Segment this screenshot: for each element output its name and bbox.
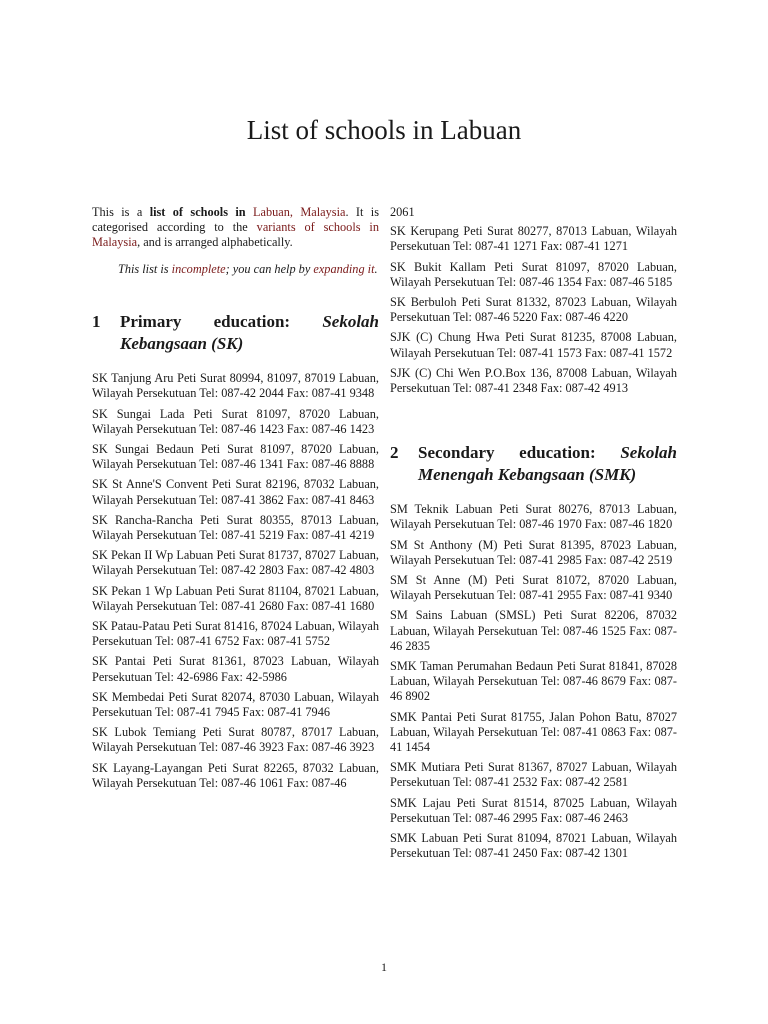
school-entry: SMK Lajau Peti Surat 81514, 87025 Labuan, Wilayah Persekutuan Tel: 087-46 2995 Fax: 087-46 2463 [390, 795, 677, 825]
intro-text-1: This is a [92, 205, 150, 219]
note-text-1: This list is [118, 261, 172, 276]
section-title-italic: Sekolah Kebangsaan (SK) [120, 312, 379, 354]
school-entry: SK Sungai Bedaun Peti Surat 81097, 87020 Labuan, Wilayah Persekutuan Tel: 087-46 1341 Fax: 087-46 8888 [92, 441, 379, 472]
school-entry: SK Kerupang Peti Surat 80277, 87013 Labuan, Wilayah Persekutuan Tel: 087-41 1271 Fax: 087-41 1271 [390, 224, 677, 254]
primary-school-list-continued [390, 224, 677, 396]
primary-school-list [92, 371, 379, 791]
school-entry: SK Patau-Patau Peti Surat 81416, 87024 Labuan, Wilayah Persekutuan Tel: 087-41 6752 Fax: 087-41 5752 [92, 618, 379, 649]
school-entry: SK Berbuloh Peti Surat 81332, 87023 Labuan, Wilayah Persekutuan Tel: 087-46 5220 Fax: 087-46 4220 [390, 295, 677, 325]
school-entry: SMK Mutiara Peti Surat 81367, 87027 Labuan, Wilayah Persekutuan Tel: 087-41 2532 Fax: 087-42 2581 [390, 760, 677, 790]
note-text-3: . [374, 261, 378, 276]
intro-bold: list of schools in [149, 205, 254, 219]
school-entry: SJK (C) Chung Hwa Peti Surat 81235, 87008 Labuan, Wilayah Persekutuan Tel: 087-41 1573 Fax: 087-41 1572 [390, 330, 677, 360]
school-entry: SK Lubok Temiang Peti Surat 80787, 87017 Labuan, Wilayah Persekutuan Tel: 087-46 3923 Fax: 087-46 3923 [92, 725, 379, 755]
right-column [390, 205, 677, 867]
note-text-2: ; you can help by [225, 261, 314, 276]
school-entry: SK Pekan 1 Wp Labuan Peti Surat 81104, 87021 Labuan, Wilayah Persekutuan Tel: 087-41 2680 Fax: 087-41 1680 [92, 583, 379, 613]
variants-link[interactable]: variants of schools in Malaysia [92, 220, 379, 250]
page-number: 1 [381, 960, 387, 974]
school-entry: SJK (C) Chi Wen P.O.Box 136, 87008 Labuan, Wilayah Persekutuan Tel: 087-41 2348 Fax: 087-42 4913 [390, 365, 677, 396]
school-entry: SK Pantai Peti Surat 81361, 87023 Labuan, Wilayah Persekutuan Tel: 42-6986 Fax: 42-5986 [92, 654, 379, 684]
school-entry: SMK Pantai Peti Surat 81755, Jalan Pohon Batu, 87027 Labuan, Wilayah Persekutuan Tel: 087-41 0863 Fax: 087-41 1454 [390, 709, 677, 755]
school-entry: SK Tanjung Aru Peti Surat 80994, 81097, 87019 Labuan, Wilayah Persekutuan Tel: 087-42 2044 Fax: 087-41 9348 [92, 371, 379, 401]
school-entry: SM St Anthony (M) Peti Surat 81395, 87023 Labuan, Wilayah Persekutuan Tel: 087-41 2985 Fax: 087-42 2519 [390, 537, 677, 567]
left-column [92, 205, 379, 796]
school-entry: SM Sains Labuan (SMSL) Peti Surat 82206, 87032 Labuan, Wilayah Persekutuan Tel: 087-46 1525 Fax: 087-46 2835 [390, 608, 677, 653]
intro-text-3: , and is arranged alphabetically. [137, 235, 293, 250]
intro-text-2: . It is categorised according to the [92, 205, 380, 235]
section-heading-secondary [390, 442, 677, 486]
school-entry: SK Pekan II Wp Labuan Peti Surat 81737, 87027 Labuan, Wilayah Persekutuan Tel: 087-42 2803 Fax: 087-42 4803 [92, 548, 379, 578]
section-number: 2 [390, 443, 399, 463]
secondary-school-list [390, 502, 677, 861]
school-entry: SK Sungai Lada Peti Surat 81097, 87020 Labuan, Wilayah Persekutuan Tel: 087-46 1423 Fax: 087-46 1423 [92, 406, 379, 436]
school-entry: SK Layang-Layangan Peti Surat 82265, 87032 Labuan, Wilayah Persekutuan Tel: 087-46 1061 Fax: 087-46 [92, 760, 379, 790]
school-entry: SM Teknik Labuan Peti Surat 80276, 87013 Labuan, Wilayah Persekutuan Tel: 087-46 1970 Fax: 087-46 1820 [390, 502, 677, 532]
intro-paragraph [92, 205, 379, 251]
school-entry: SMK Labuan Peti Surat 81094, 87021 Labuan, Wilayah Persekutuan Tel: 087-41 2450 Fax: 087-42 1301 [390, 831, 677, 861]
section-heading-primary [92, 311, 379, 355]
page-title: List of schools in Labuan [246, 115, 522, 145]
continuation-text: 2061 [390, 205, 415, 219]
incomplete-link[interactable]: incomplete [171, 261, 226, 276]
school-entry: SM St Anne (M) Peti Surat 81072, 87020 Labuan, Wilayah Persekutuan Tel: 087-41 2955 Fax: 087-41 9340 [390, 573, 677, 603]
school-entry: SK St Anne'S Convent Peti Surat 82196, 87032 Labuan, Wilayah Persekutuan Tel: 087-41 3862 Fax: 087-41 8463 [92, 477, 379, 507]
section-title-italic: Sekolah Menengah Kebangsaan (SMK) [418, 443, 677, 485]
incomplete-notice [118, 261, 379, 278]
expanding-link[interactable]: expanding it [313, 261, 375, 276]
school-entry: SK Bukit Kallam Peti Surat 81097, 87020 Labuan, Wilayah Persekutuan Tel: 087-46 1354 Fax: 087-46 5185 [390, 259, 677, 289]
labuan-link[interactable]: Labuan, Malaysia [253, 205, 346, 219]
school-entry: SK Membedai Peti Surat 82074, 87030 Labuan, Wilayah Persekutuan Tel: 087-41 7945 Fax: 087-41 7946 [92, 689, 379, 719]
section-title: Secondary education: [418, 443, 621, 463]
school-entry: SMK Taman Perumahan Bedaun Peti Surat 81841, 87028 Labuan, Wilayah Persekutuan Tel: 087-46 8679 Fax: 087-46 8902 [390, 659, 677, 704]
section-number: 1 [92, 312, 101, 332]
section-title: Primary education: [120, 312, 323, 332]
school-entry: SK Rancha-Rancha Peti Surat 80355, 87013 Labuan, Wilayah Persekutuan Tel: 087-41 5219 Fax: 087-41 4219 [92, 512, 379, 542]
